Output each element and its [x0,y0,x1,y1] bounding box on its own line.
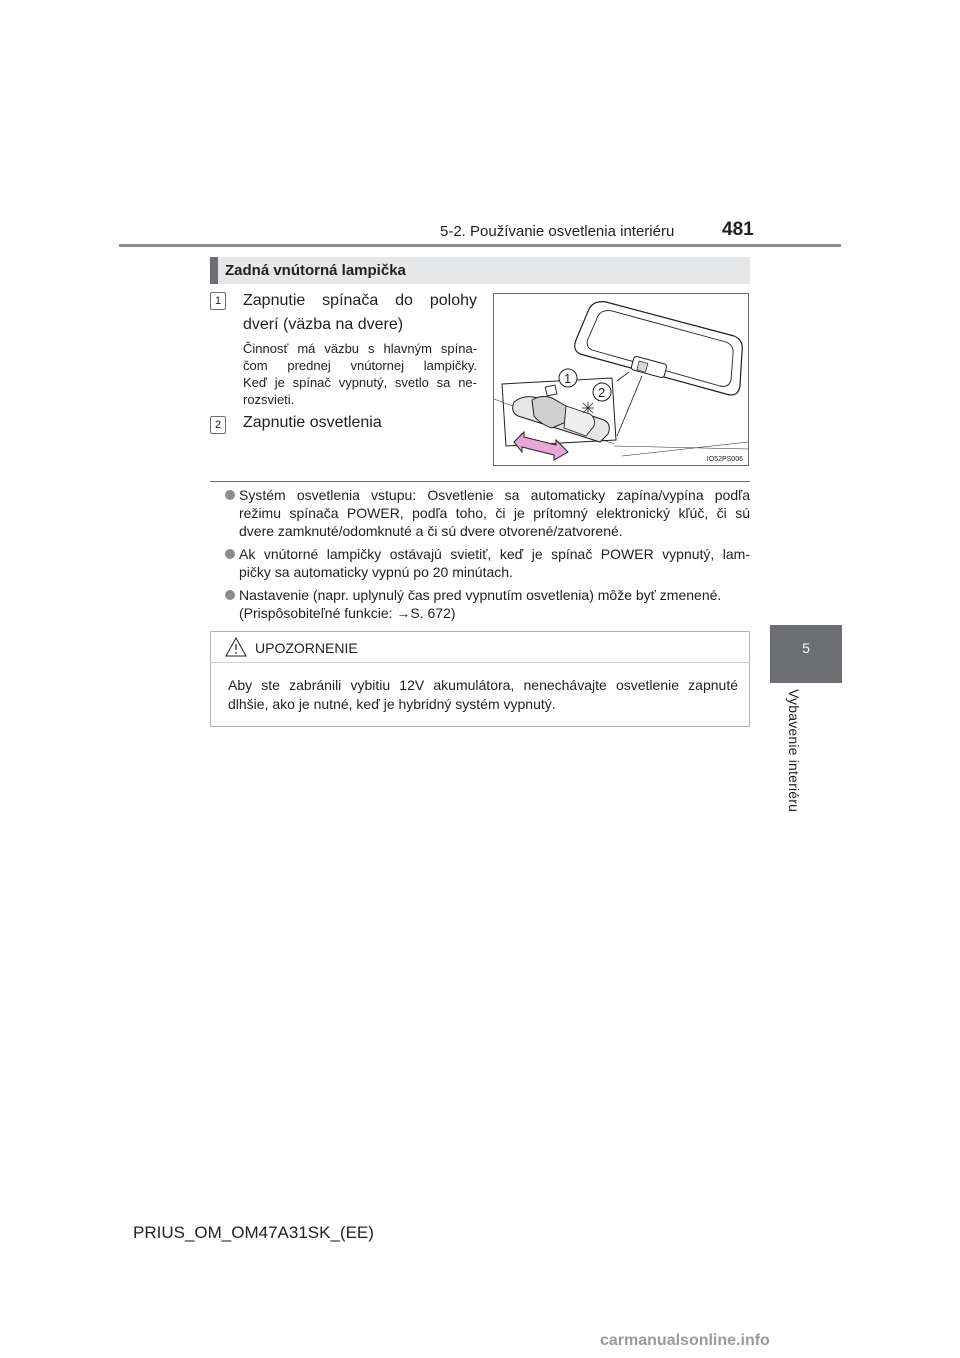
caution-text-line: Aby ste zabránili vybitiu 12V akumulátora, nenechávajte osvetlenie zapnuté [228,677,738,693]
callout-1-label: 1 [564,371,572,386]
bullet-text: (Prispôsobiteľné funkcie: →S. 672) [239,605,456,621]
info-bullet [225,586,750,622]
caution-label: UPOZORNENIE [255,640,358,656]
illustration-code: IO52PS006 [706,456,743,463]
bullet-dot-icon [225,549,235,559]
item-number-badge: 1 [210,292,226,310]
bullet-text: Systém osvetlenia vstupu: Osvetlenie sa automaticky zapína/vypína podľa [239,487,750,503]
separator [210,481,750,482]
page-number: 481 [722,219,754,240]
bullet-dot-icon [225,490,235,500]
header-rule [119,244,841,247]
caution-text [228,676,738,714]
watermark: carmanualsonline.info [600,1332,770,1349]
chapter-label: Vybavenie interiéru [786,689,802,813]
bullet-text: dvere zamknuté/odomknuté a či sú dvere otvorené/zatvorené. [239,523,623,539]
item-1-description [243,340,477,408]
item-2-title: Zapnutie osvetlenia [243,414,382,431]
caution-divider [210,662,750,663]
chapter-number: 5 [802,640,810,656]
bullet-text: pičky sa automaticky vypnú po 20 minútach. [239,564,513,580]
item-1-title [243,289,477,337]
callout-2-label: 2 [598,385,606,400]
item-1-desc-line: rozsvieti. [243,392,295,407]
light-icon [582,402,594,414]
item-1-title-line: dverí (väzba na dvere) [243,316,404,333]
caution-text-line: dlhšie, ako je nutné, keď je hybridný systém vypnutý. [228,696,556,712]
bullet-text: režimu spínača POWER, podľa toho, či je prítomný elektronický kľúč, či sú [239,505,750,521]
bullet-text: Nastavenie (napr. uplynulý čas pred vypnutím osvetlenia) môže byť zmenené. [239,587,722,603]
item-number-badge: 2 [210,416,226,434]
bullet-text: Ak vnútorné lampičky ostávajú svietiť, keď je spínač POWER vypnutý, lam- [239,546,750,562]
item-1-desc-line: Keď je spínač vypnutý, svetlo sa ne- [243,375,477,390]
bullet-dot-icon [225,590,235,600]
footer-code: PRIUS_OM_OM47A31SK_(EE) [133,1223,374,1242]
item-1-desc-line: čom prednej vnútornej lampičky. [243,358,477,373]
lamp-illustration [493,293,749,466]
lamp-drawing [494,294,748,465]
warning-triangle-icon [224,636,248,658]
item-1-desc-line: Činnosť má väzbu s hlavným spína- [243,341,477,356]
item-1-title-line: Zapnutie spínača do polohy [243,292,477,309]
section-header: 5-2. Používanie osvetlenia interiéru [440,223,675,240]
info-bullet [225,486,750,540]
section-title: Zadná vnútorná lampička [225,262,406,279]
info-bullet [225,545,750,581]
